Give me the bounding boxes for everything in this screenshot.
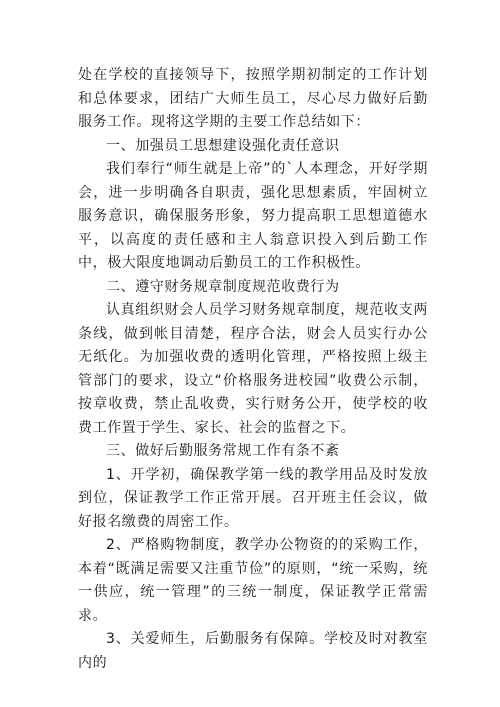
section-2-heading: 二、遵守财务规章制度规范收费行为	[106, 278, 340, 295]
item-3-paragraph: 3、关爱师生，后勤服务有保障。学校及时对教室内的	[78, 631, 428, 671]
document-body	[78, 64, 428, 675]
section-3-heading: 三、做好后勤服务常规工作有条不紊	[106, 443, 340, 459]
item-2-paragraph: 2、严格购物制度，教学办公物资的的采购工作，本着“既满足需要又注重节俭”的原则，“统一采购，统一供应，统一管理”的三统一制度，保证教学正常需求。	[78, 537, 428, 624]
item-1-paragraph: 1、开学初，确保教学第一线的教学用品及时发放到位，保证教学工作正常开展。召开班主任会议，做好报名缴费的周密工作。	[78, 466, 428, 530]
section-2-paragraph: 认真组织财会人员学习财务规章制度，规范收支两条线，做到帐目清楚，程序合法，财会人员实行办公无纸化。为加强收费的透明化管理，严格按照上级主管部门的要求，设立“价格服务进校园”收费公示制，按章收费，禁止乱收费，实行财务公开，使学校的收费工作置于学生、家长、社会的监督之下。	[78, 302, 428, 436]
section-1-heading: 一、加强员工思想建设强化责任意识	[106, 137, 340, 154]
section-1-paragraph: 我们奉行“师生就是上帝”的`人本理念，开好学期会，进一步明确各自职责，强化思想素质，牢固树立服务意识，确保服务形象，努力提高职工思想道德水平，以高度的责任感和主人翁意识投入到后勤工作中，极大限度地调动后勤员工的工作积极性。	[78, 161, 428, 271]
intro-paragraph: 处在学校的直接领导下，按照学期初制定的工作计划和总体要求，团结广大师生员工，尽心尽力做好后勤服务工作。现将这学期的主要工作总结如下：	[78, 67, 428, 130]
